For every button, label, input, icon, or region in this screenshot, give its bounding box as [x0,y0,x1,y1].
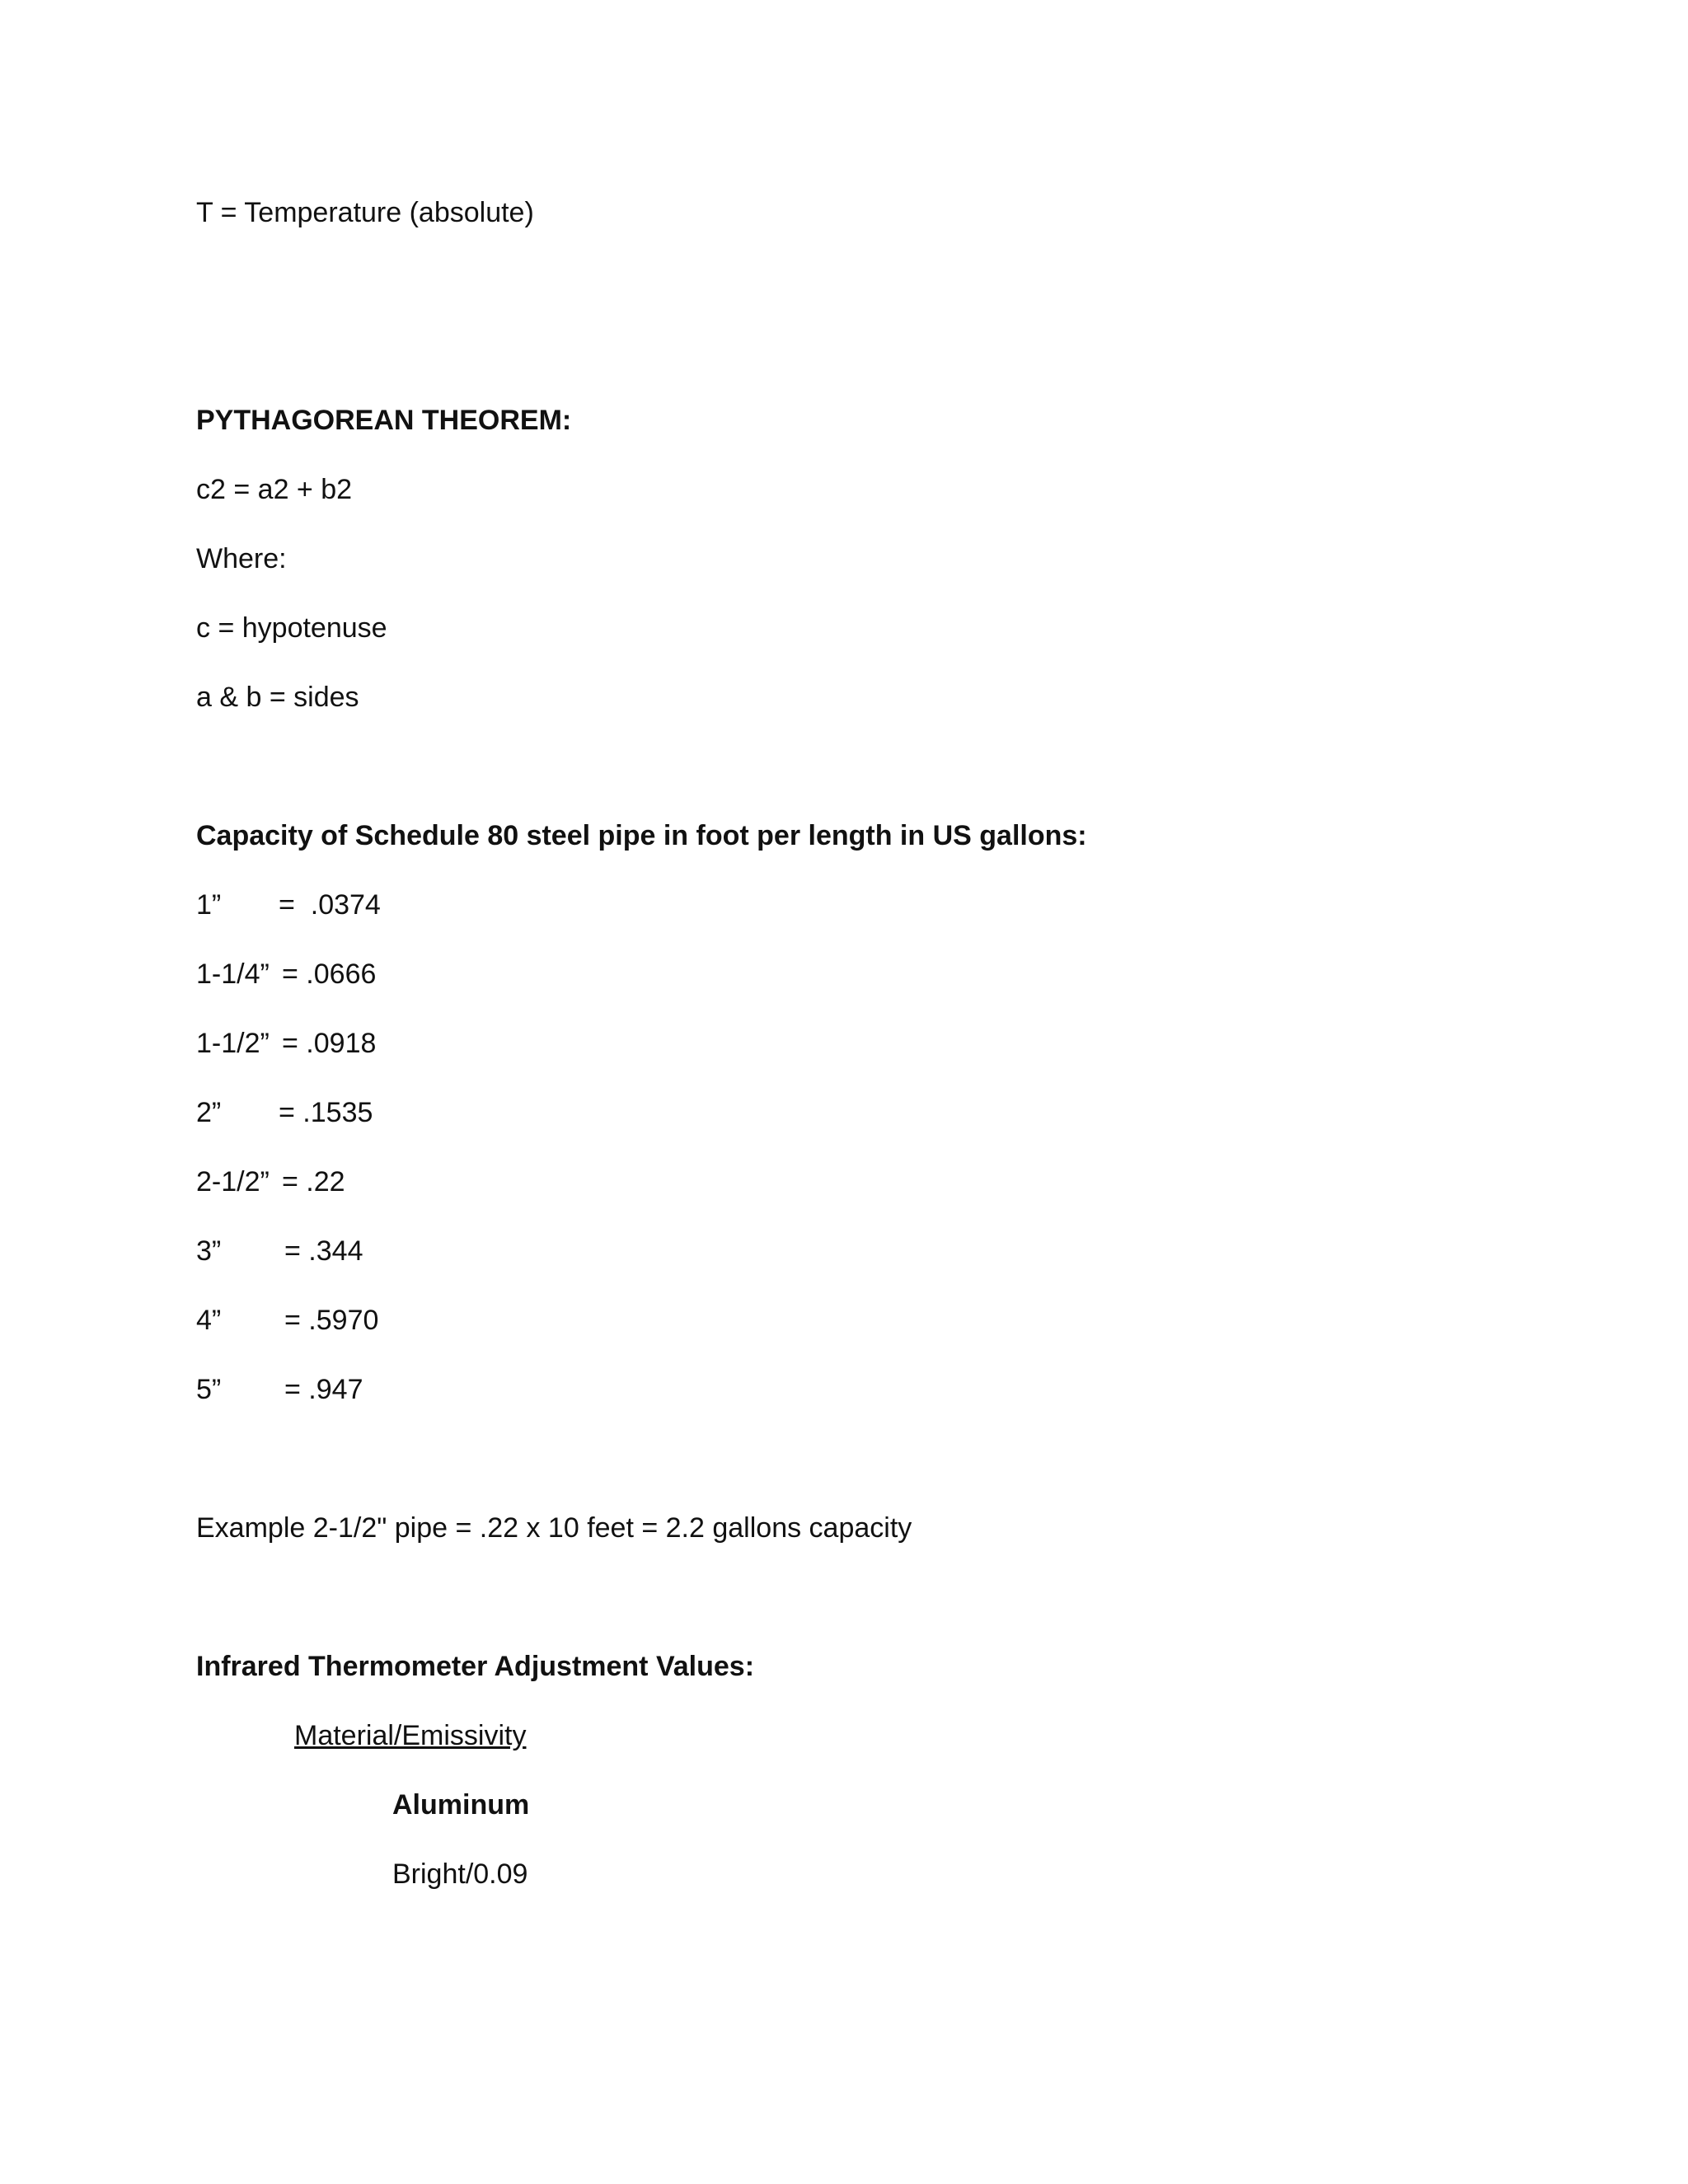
pipe-value: = .0666 [282,958,377,990]
pipe-value: = .5970 [284,1305,379,1336]
emissivity-entry: Bright/0.09 [392,1858,528,1890]
pipe-size: 1-1/2” [196,1028,270,1059]
pipe-size: 2-1/2” [196,1166,270,1197]
pipe-value: = .0374 [279,889,381,921]
pipe-example: Example 2-1/2" pipe = .22 x 10 feet = 2.2 gallons capacity [196,1512,912,1544]
temperature-definition: T = Temperature (absolute) [196,197,534,228]
sides-definition: a & b = sides [196,682,359,713]
pipe-size: 3” [196,1235,222,1267]
pipe-row [196,958,526,991]
pipe-row [196,1373,526,1406]
pipe-capacity-heading: Capacity of Schedule 80 steel pipe in foot per length in US gallons: [196,820,1087,851]
pythagorean-formula: c2 = a2 + b2 [196,474,353,505]
pipe-size: 4” [196,1305,222,1336]
pipe-row [196,1027,526,1060]
pipe-value: = .0918 [282,1028,377,1059]
pipe-size: 1-1/4” [196,958,270,990]
pipe-value: = .1535 [279,1097,373,1128]
pipe-size: 2” [196,1097,222,1128]
pipe-row [196,1165,526,1198]
pipe-size: 5” [196,1374,222,1405]
pipe-row [196,1096,526,1129]
hypotenuse-definition: c = hypotenuse [196,612,387,644]
material-emissivity-subheading: Material/Emissivity [294,1720,527,1751]
pipe-row [196,1235,526,1268]
pipe-row [196,888,526,921]
pipe-row [196,1304,526,1337]
material-aluminum: Aluminum [392,1789,530,1821]
where-label: Where: [196,543,287,574]
pipe-value: = .344 [284,1235,363,1267]
pipe-value: = .22 [282,1166,345,1197]
pythagorean-heading: PYTHAGOREAN THEOREM: [196,405,572,436]
infrared-heading: Infrared Thermometer Adjustment Values: [196,1651,755,1682]
pipe-size: 1” [196,889,222,921]
pipe-value: = .947 [284,1374,363,1405]
